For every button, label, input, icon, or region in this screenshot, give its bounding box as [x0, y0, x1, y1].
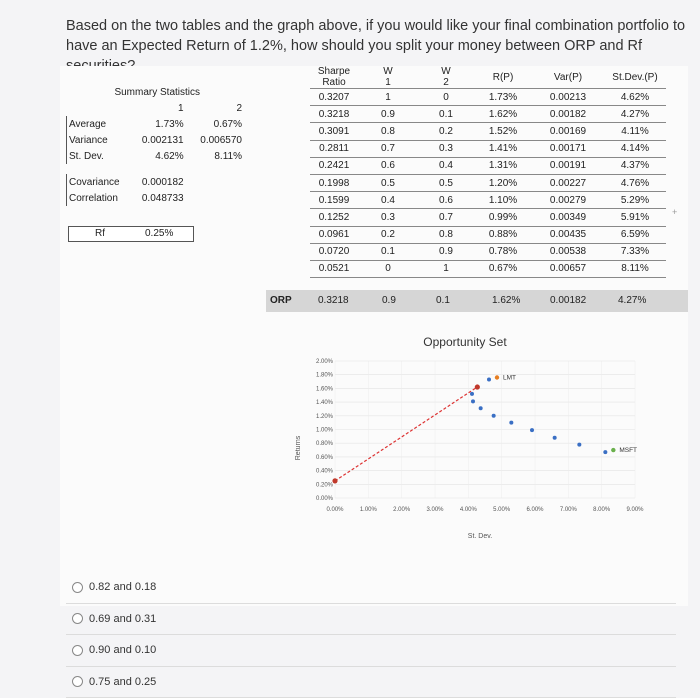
portfolio-point: [479, 406, 483, 410]
table-row: [310, 209, 666, 226]
table-cell: 0.00538: [532, 243, 604, 260]
summary-title: Summary Statistics: [67, 84, 249, 100]
summary-col-2: 2: [190, 100, 248, 116]
correlation-value: 0.048733: [131, 190, 189, 206]
summary-row-label: Variance: [67, 132, 132, 148]
table-row: [310, 140, 666, 157]
opportunity-set-chart: [290, 316, 650, 532]
option-4[interactable]: [66, 667, 676, 698]
table-cell: 7.33%: [604, 243, 666, 260]
option-3[interactable]: [66, 635, 676, 667]
table-cell: 0.00279: [532, 192, 604, 209]
rf-box: [68, 226, 194, 242]
option-label: 0.90 and 0.10: [89, 644, 156, 656]
summary-col-1: 1: [131, 100, 189, 116]
chart-title: Opportunity Set: [423, 335, 507, 349]
table-cell: 0.8: [358, 123, 418, 140]
y-axis-label: Returns: [295, 435, 302, 460]
table-cell: 0.5: [418, 174, 474, 191]
table-cell: 0.9: [358, 106, 418, 123]
summary-cell: 1.73%: [131, 116, 189, 132]
table-cell: 8.11%: [604, 260, 666, 277]
portfolio-point: [492, 414, 496, 418]
table-cell: 4.11%: [604, 123, 666, 140]
option-label: 0.69 and 0.31: [89, 613, 156, 625]
answer-options: [66, 572, 676, 698]
x-tick-label: 4.00%: [460, 507, 478, 513]
table-cell: 0.9: [418, 243, 474, 260]
table-cell: 0.3218: [310, 106, 358, 123]
x-tick-label: 2.00%: [393, 507, 411, 513]
portfolio-point: [471, 399, 475, 403]
orp-w1: 0.9: [382, 295, 396, 306]
table-cell: 0.2811: [310, 140, 358, 157]
table-cell: 1.10%: [474, 192, 532, 209]
legend-dot: [495, 375, 499, 379]
summary-cell: 0.006570: [190, 132, 248, 148]
table-cell: 1: [418, 260, 474, 277]
table-cell: 0.7: [358, 140, 418, 157]
option-label: 0.75 and 0.25: [89, 676, 156, 688]
table-cell: 0.7: [418, 209, 474, 226]
x-tick-label: 6.00%: [526, 507, 544, 513]
y-tick-label: 0.40%: [316, 469, 334, 475]
table-cell: 0.00435: [532, 226, 604, 243]
orp-point: [475, 384, 480, 389]
table-cell: 0.2421: [310, 157, 358, 174]
table-cell: 1.41%: [474, 140, 532, 157]
option-2[interactable]: [66, 604, 676, 636]
table-row: [310, 89, 666, 106]
table-cell: 0.0521: [310, 260, 358, 277]
table-row: [310, 157, 666, 174]
portfolio-point: [470, 392, 474, 396]
rf-point: [332, 478, 337, 483]
option-label: 0.82 and 0.18: [89, 581, 156, 593]
table-cell: 0.1: [358, 243, 418, 260]
table-cell: 0.1: [418, 106, 474, 123]
table-cell: 0.1998: [310, 174, 358, 191]
table-cell: 0.00349: [532, 209, 604, 226]
table-cell: 0: [358, 260, 418, 277]
orp-w2: 0.1: [436, 295, 450, 306]
y-tick-label: 2.00%: [316, 359, 334, 365]
legend-dot: [611, 448, 615, 452]
table-cell: 0.2: [358, 226, 418, 243]
orp-row: [266, 290, 688, 312]
table-cell: 4.76%: [604, 174, 666, 191]
header-stdevp: St.Dev.(P): [604, 66, 666, 89]
y-tick-label: 1.00%: [316, 428, 334, 434]
radio-icon[interactable]: [72, 613, 83, 624]
y-tick-label: 1.60%: [316, 386, 334, 392]
table-cell: 0: [418, 89, 474, 106]
table-cell: 0.1252: [310, 209, 358, 226]
covariance-value: 0.000182: [131, 174, 189, 190]
summary-cell: 8.11%: [190, 148, 248, 164]
table-cell: 0.4: [418, 157, 474, 174]
table-row: [310, 106, 666, 123]
header-w2: W 2: [418, 66, 474, 89]
table-cell: 0.00171: [532, 140, 604, 157]
table-cell: 4.14%: [604, 140, 666, 157]
summary-row-label: St. Dev.: [67, 148, 132, 164]
table-cell: 1: [358, 89, 418, 106]
y-tick-label: 1.80%: [316, 373, 334, 379]
y-tick-label: 0.60%: [316, 455, 334, 461]
summary-statistics-table: [66, 84, 248, 206]
table-row: [310, 123, 666, 140]
y-tick-label: 0.00%: [316, 496, 334, 502]
table-cell: 0.00227: [532, 174, 604, 191]
table-cell: 0.6: [358, 157, 418, 174]
header-varp: Var(P): [532, 66, 604, 89]
orp-label: ORP: [270, 295, 292, 306]
table-cell: 0.0720: [310, 243, 358, 260]
y-tick-label: 1.40%: [316, 400, 334, 406]
option-1[interactable]: [66, 572, 676, 604]
x-tick-label: 9.00%: [626, 507, 644, 513]
table-cell: 1.62%: [474, 106, 532, 123]
table-cell: 0.78%: [474, 243, 532, 260]
table-cell: 0.3: [358, 209, 418, 226]
table-cell: 0.3207: [310, 89, 358, 106]
table-cell: 1.20%: [474, 174, 532, 191]
table-row: [310, 260, 666, 277]
x-tick-label: 0.00%: [326, 507, 344, 513]
orp-varp: 0.00182: [550, 295, 586, 306]
table-row: [310, 174, 666, 191]
rf-value: 0.25%: [145, 228, 173, 239]
table-row: [310, 243, 666, 260]
table-row: [310, 226, 666, 243]
portfolio-table: [310, 66, 666, 278]
table-cell: 5.91%: [604, 209, 666, 226]
radio-icon[interactable]: [72, 645, 83, 656]
portfolio-point: [530, 428, 534, 432]
table-cell: 0.67%: [474, 260, 532, 277]
radio-icon[interactable]: [72, 676, 83, 687]
x-tick-label: 8.00%: [593, 507, 611, 513]
portfolio-point: [487, 377, 491, 381]
table-cell: 1.31%: [474, 157, 532, 174]
table-cell: 0.8: [418, 226, 474, 243]
correlation-label: Correlation: [67, 190, 132, 206]
orp-sharpe: 0.3218: [318, 295, 349, 306]
header-rp: R(P): [474, 66, 532, 89]
rf-label: Rf: [95, 228, 105, 239]
table-cell: 0.3: [418, 140, 474, 157]
table-cell: 0.2: [418, 123, 474, 140]
x-tick-label: 5.00%: [493, 507, 511, 513]
table-cell: 0.5: [358, 174, 418, 191]
table-cell: 4.37%: [604, 157, 666, 174]
y-tick-label: 1.20%: [316, 414, 334, 420]
summary-row-label: Average: [67, 116, 132, 132]
table-cell: 1.52%: [474, 123, 532, 140]
table-cell: 6.59%: [604, 226, 666, 243]
header-w1: W 1: [358, 66, 418, 89]
radio-icon[interactable]: [72, 582, 83, 593]
table-cell: 1.73%: [474, 89, 532, 106]
table-cell: 0.4: [358, 192, 418, 209]
y-tick-label: 0.20%: [316, 482, 334, 488]
summary-cell: 0.67%: [190, 116, 248, 132]
table-cell: 0.00213: [532, 89, 604, 106]
portfolio-point: [603, 450, 607, 454]
x-tick-label: 3.00%: [426, 507, 444, 513]
portfolio-point: [509, 421, 513, 425]
x-tick-label: 1.00%: [360, 507, 378, 513]
x-axis-label: St. Dev.: [468, 533, 492, 540]
orp-rp: 1.62%: [492, 295, 520, 306]
table-cell: 0.00169: [532, 123, 604, 140]
table-cell: 0.3091: [310, 123, 358, 140]
table-cell: 5.29%: [604, 192, 666, 209]
question-text: Based on the two tables and the graph above, if you would like your final combination portfolio to have an Expected Return of 1.2%, how should you split your money between ORP and Rf: [66, 16, 686, 76]
table-row: [310, 192, 666, 209]
table-cell: 0.88%: [474, 226, 532, 243]
portfolio-point: [577, 443, 581, 447]
table-cell: 0.00657: [532, 260, 604, 277]
table-cell: 0.99%: [474, 209, 532, 226]
summary-cell: 4.62%: [131, 148, 189, 164]
y-tick-label: 0.80%: [316, 441, 334, 447]
x-tick-label: 7.00%: [560, 507, 578, 513]
table-cell: 0.6: [418, 192, 474, 209]
table-cell: 4.27%: [604, 106, 666, 123]
summary-cell: 0.002131: [131, 132, 189, 148]
plus-marker-icon: +: [672, 207, 677, 217]
annotation-label: MSFT: [619, 447, 637, 454]
table-cell: 4.62%: [604, 89, 666, 106]
table-cell: 0.0961: [310, 226, 358, 243]
table-cell: 0.00191: [532, 157, 604, 174]
table-cell: 0.00182: [532, 106, 604, 123]
table-cell: 0.1599: [310, 192, 358, 209]
annotation-label: LMT: [503, 374, 516, 381]
header-sharpe: Sharpe Ratio: [310, 66, 358, 89]
orp-stdevp: 4.27%: [618, 295, 646, 306]
covariance-label: Covariance: [67, 174, 132, 190]
portfolio-point: [553, 436, 557, 440]
